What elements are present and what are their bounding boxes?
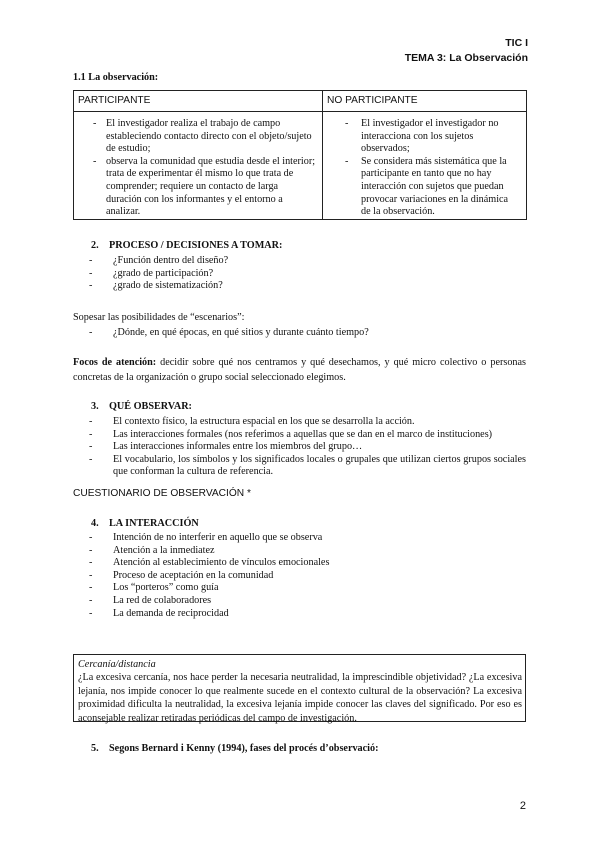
cuestionario-label: CUESTIONARIO DE OBSERVACIÓN * [73, 488, 251, 499]
list-item: - Proceso de aceptación en la comunidad [89, 570, 529, 583]
no-participante-item: - El investigador el investigador no interacciona con los sujetos observados; [323, 118, 520, 156]
list-item: - Intención de no interferir en aquello que se observa [89, 532, 529, 545]
col-participante-header: PARTICIPANTE [74, 91, 323, 112]
section1-title: 1.1 La observación: [73, 72, 159, 83]
list-item: - Las interacciones informales entre los miembros del grupo… [89, 441, 526, 454]
focos-text: decidir sobre qué nos centramos y qué desechamos, y qué micro colectivo o personas concretas de la organización o grupo social seleccionado elegimos. [73, 357, 527, 383]
section4-number: 4. [91, 518, 99, 529]
participante-item: - observa la comunidad que estudia desde el interior; trata de experimentar él mismo lo que trata de comprender; requiere un contacto de larga duración con los informantes y el entorno a analizar. [74, 156, 316, 219]
list-item: - El vocabulario, los símbolos y los significados locales o grupales que utilizan ciertos grupos sociales que conforman la cultura de referencia. [89, 454, 526, 479]
topic-label: TEMA 3: La Observación [404, 52, 528, 64]
box-title: Cercanía/distancia [78, 659, 156, 670]
participante-cell [74, 112, 323, 220]
no-participante-item: - Se considera más sistemática que la participante en tanto que no hay interacción con sujetos que puedan provocar variaciones en la dinámica de la observación. [323, 156, 520, 219]
focos-paragraph [73, 356, 526, 386]
section4-title: LA INTERACCIÓN [109, 518, 199, 529]
section2-number: 2. [91, 240, 99, 251]
section2-title: PROCESO / DECISIONES A TOMAR: [109, 240, 283, 251]
list-item: - Los “porteros” como guía [89, 582, 529, 595]
list-item: - ¿Función dentro del diseño? [89, 255, 529, 268]
sopesar-text: Sopesar las posibilidades de “escenarios”: [73, 312, 245, 323]
sopesar-list [89, 327, 529, 340]
comparison-table [73, 90, 527, 220]
cercania-box [73, 654, 526, 722]
list-item: - ¿Dónde, en qué épocas, en qué sitios y durante cuánto tiempo? [89, 327, 529, 340]
list-item: - El contexto físico, la estructura espacial en los que se desarrolla la acción. [89, 416, 526, 429]
list-item: - La red de colaboradores [89, 595, 529, 608]
list-item: - ¿grado de sistematización? [89, 280, 529, 293]
course-label: TIC I [505, 37, 528, 49]
list-item: - ¿grado de participación? [89, 268, 529, 281]
section3-title: QUÉ OBSERVAR: [109, 401, 192, 412]
section4-list [89, 532, 529, 620]
section3-list [89, 416, 526, 479]
list-item: - Atención a la inmediatez [89, 545, 529, 558]
focos-label: Focos de atención: [73, 357, 157, 368]
list-item: - Atención al establecimiento de vínculos emocionales [89, 557, 529, 570]
section3-number: 3. [91, 401, 99, 412]
page-number: 2 [519, 800, 526, 812]
section2-list [89, 255, 529, 293]
list-item: - La demanda de reciprocidad [89, 608, 529, 621]
list-item: - Las interacciones formales (nos referimos a aquellas que se dan en el marco de instituciones) [89, 429, 526, 442]
no-participante-cell [323, 112, 527, 220]
section5-number: 5. [91, 743, 99, 754]
box-text: ¿La excesiva cercanía, nos hace perder la necesaria neutralidad, la imprescindible objetividad? ¿La excesiva lejanía, nos impide conocer lo que realmente sucede en el contexto cultural de la observación? La excesiva proximidad dificulta la neutralidad, la excesiva lejanía impide conocer las claves del significado. Por eso es aconsejable realizar retiradas periódicas del campo de investigación. [78, 672, 522, 724]
participante-item: - El investigador realiza el trabajo de campo estableciendo contacto directo con el objeto/sujeto de estudio; [74, 118, 316, 156]
section5-title: Segons Bernard i Kenny (1994), fases del procés d’observació: [109, 743, 379, 754]
col-no-participante-header: NO PARTICIPANTE [323, 91, 527, 112]
